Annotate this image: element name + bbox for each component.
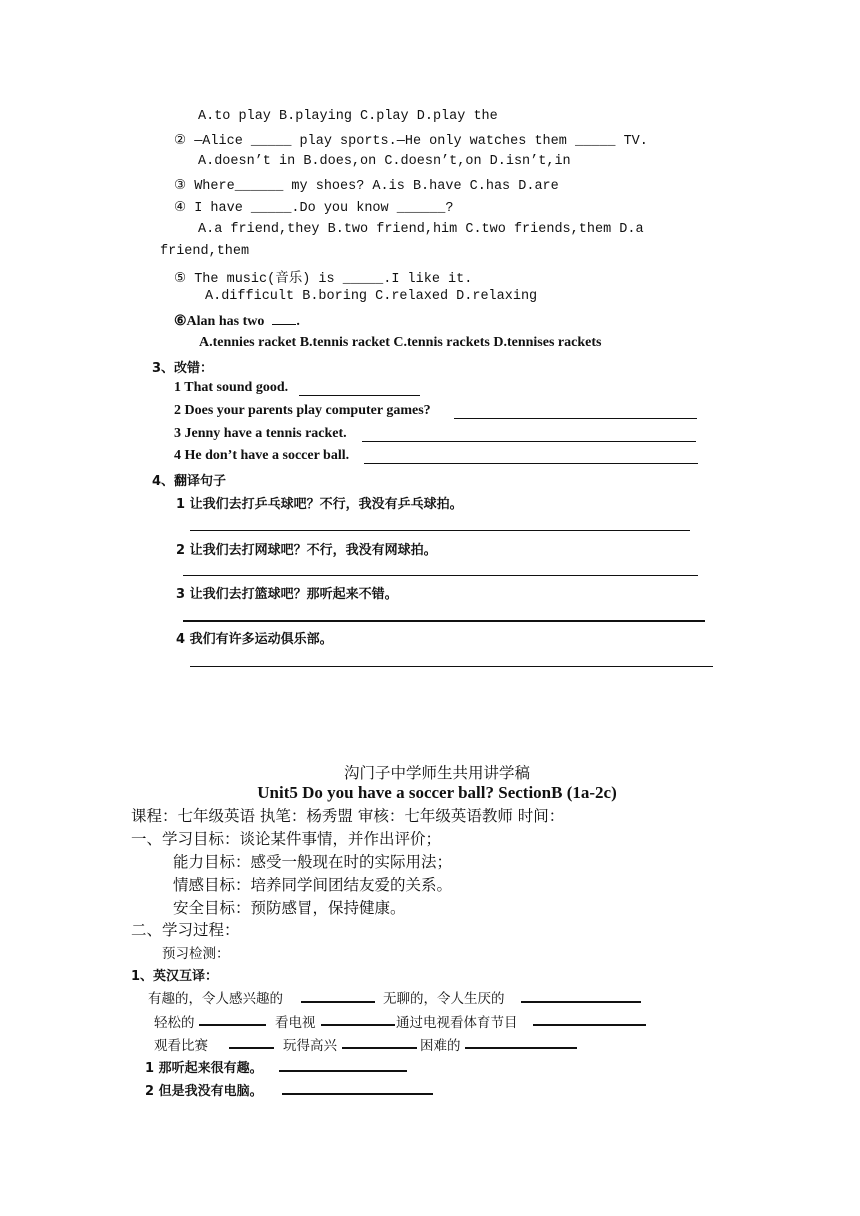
- sentence-item-2: 2 但是我没有电脑。: [145, 1084, 263, 1099]
- translate-answer-line-1[interactable]: [190, 530, 690, 531]
- sentence-answer-line-2[interactable]: [282, 1093, 433, 1095]
- vocab-relaxing: 轻松的: [154, 1015, 195, 1031]
- translate-item-3: 3 让我们去打篮球吧？那听起来不错。: [176, 587, 398, 602]
- preview-check-title: 预习检测：: [162, 946, 230, 962]
- vocab-answer-line[interactable]: [229, 1047, 274, 1049]
- vocab-boring: 无聊的，令人生厌的: [383, 991, 505, 1007]
- vocab-answer-line[interactable]: [321, 1024, 395, 1026]
- correction-answer-line-2[interactable]: [454, 418, 697, 419]
- unit-title: Unit5 Do you have a soccer ball? SectionB (1a-2c): [257, 783, 617, 802]
- translate-answer-line-4[interactable]: [190, 666, 713, 667]
- learning-goal-main: 一、学习目标：谈论某件事情，并作出评价；: [131, 830, 442, 848]
- q1-options: A.to play B.playing C.play D.play the: [198, 109, 498, 124]
- correction-item-1: 1 That sound good.: [174, 380, 289, 395]
- q4-options: A.a friend,they B.two friend,him C.two friends,them D.a: [198, 222, 644, 237]
- correction-answer-line-4[interactable]: [364, 463, 698, 464]
- correction-answer-line-1[interactable]: [299, 395, 420, 396]
- course-info: 课程：七年级英语 执笔：杨秀盟 审核：七年级英语教师 时间：: [131, 807, 565, 825]
- correction-answer-line-3[interactable]: [362, 441, 696, 442]
- emotion-goal: 情感目标：培养同学间团结友爱的关系。: [173, 876, 453, 894]
- correction-item-3: 3 Jenny have a tennis racket.: [174, 426, 347, 441]
- vocab-watch-game: 观看比赛: [154, 1038, 208, 1054]
- section-3-title: 3、改错：: [152, 361, 214, 376]
- vocab-answer-line[interactable]: [521, 1001, 641, 1003]
- correction-item-4: 4 He don’t have a soccer ball.: [174, 448, 350, 463]
- q6-stem: ⑥Alan has two .: [174, 314, 300, 329]
- translate-answer-line-3[interactable]: [183, 620, 705, 622]
- q5-options: A.difficult B.boring C.relaxed D.relaxing: [205, 289, 538, 304]
- q4-stem: ④ I have _____.Do you know ______?: [174, 201, 454, 216]
- translate-item-4: 4 我们有许多运动俱乐部。: [176, 632, 333, 647]
- vocab-difficult: 困难的: [420, 1038, 461, 1054]
- vocab-answer-line[interactable]: [533, 1024, 646, 1026]
- sentence-answer-line-1[interactable]: [279, 1070, 407, 1072]
- correction-item-2: 2 Does your parents play computer games?: [174, 403, 431, 418]
- section-4-title: 4、翻译句子: [152, 474, 227, 489]
- translation-exercise-title: 1、英汉互译：: [131, 969, 219, 984]
- vocab-have-fun: 玩得高兴: [283, 1038, 337, 1054]
- q2-stem: ② —Alice _____ play sports.—He only watches them _____ TV.: [174, 134, 648, 149]
- vocab-answer-line[interactable]: [342, 1047, 417, 1049]
- ability-goal: 能力目标：感受一般现在时的实际用法；: [173, 853, 453, 871]
- q3-stem: ③ Where______ my shoes? A.is B.have C.has D.are: [174, 179, 559, 194]
- learning-process-title: 二、学习过程：: [131, 921, 240, 939]
- q4-options-wrap: friend,them: [160, 244, 250, 259]
- q6-options: A.tennies racket B.tennis racket C.tennis rackets D.tennises rackets: [199, 335, 602, 350]
- vocab-watch-sports-tv: 通过电视看体育节目: [396, 1015, 518, 1031]
- q6-blank[interactable]: [272, 312, 296, 325]
- vocab-watch-tv: 看电视: [275, 1015, 316, 1031]
- translate-item-1: 1 让我们去打乒乓球吧？不行，我没有乒乓球拍。: [176, 497, 463, 512]
- vocab-answer-line[interactable]: [301, 1001, 375, 1003]
- vocab-answer-line[interactable]: [199, 1024, 266, 1026]
- translate-item-2: 2 让我们去打网球吧？不行，我没有网球拍。: [176, 543, 437, 558]
- school-title: 沟门子中学师生共用讲学稿: [343, 764, 530, 782]
- vocab-answer-line[interactable]: [465, 1047, 577, 1049]
- translate-answer-line-2[interactable]: [183, 575, 698, 576]
- vocab-interesting: 有趣的，令人感兴趣的: [148, 991, 283, 1007]
- q2-options: A.doesn’t in B.does,on C.doesn’t,on D.isn’t,in: [198, 154, 571, 169]
- safety-goal: 安全目标：预防感冒，保持健康。: [173, 899, 406, 917]
- q5-stem: ⑤ The music(音乐) is _____.I like it.: [174, 272, 473, 287]
- sentence-item-1: 1 那听起来很有趣。: [145, 1061, 263, 1076]
